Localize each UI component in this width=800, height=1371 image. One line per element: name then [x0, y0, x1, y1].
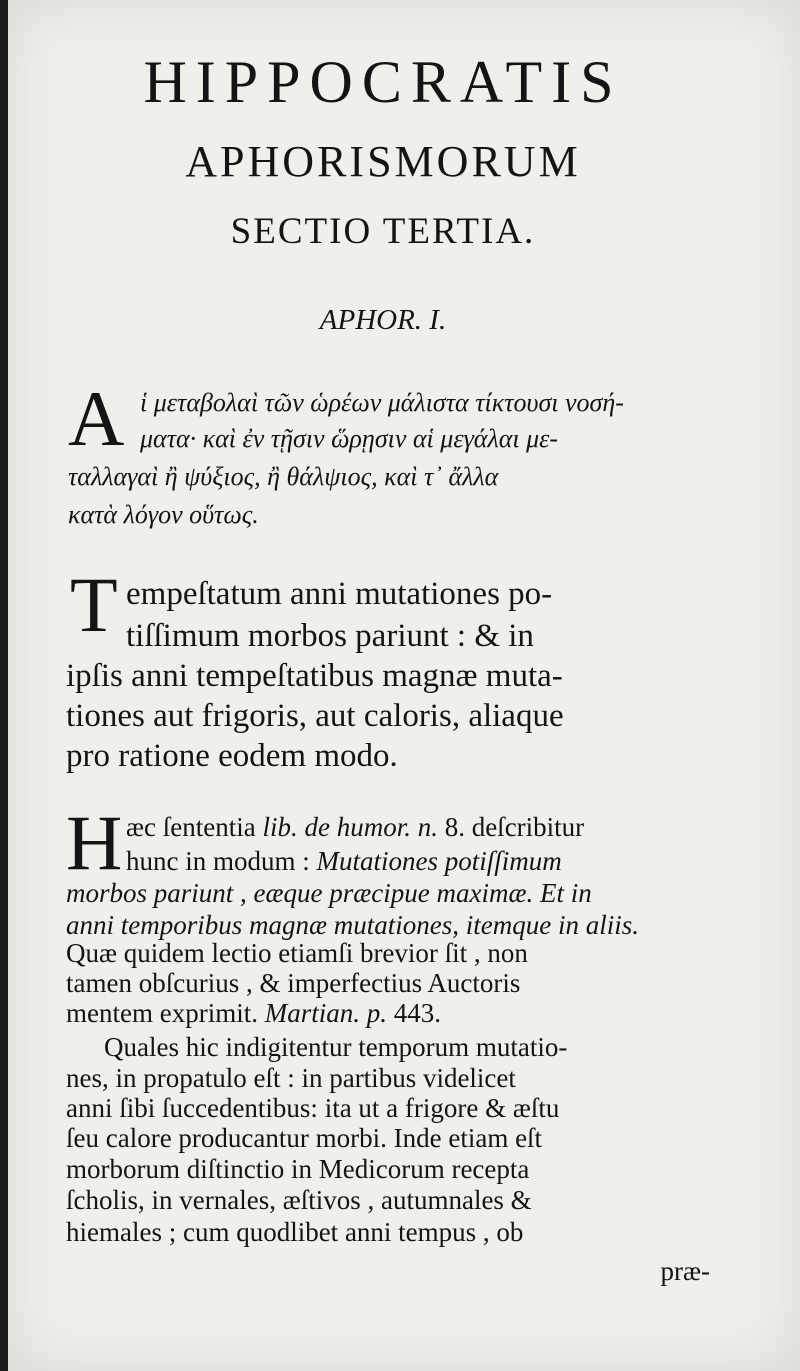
commentary-para2-line: morborum diſtinctio in Medicorum recepta	[66, 1154, 530, 1184]
commentary-citation: Martian. p.	[264, 998, 387, 1028]
greek-line: κατὰ λόγον οὕτως.	[68, 500, 259, 529]
commentary-citation: lib. de humor. n.	[262, 812, 438, 842]
commentary-text: 8. deſcribitur	[437, 812, 585, 842]
commentary-para2-line: anni ſibi ſuccedentibus: ita ut a frigore & æſtu	[66, 1093, 560, 1123]
greek-line: ταλλαγαὶ ἢ ψύξιος, ἢ θάλψιος, καὶ τ᾽ ἄλλα	[68, 462, 499, 491]
commentary-para2-line: Quales hic indigitentur temporum mutatio-	[104, 1032, 568, 1062]
commentary-quote: Mutationes potiſſimum	[316, 846, 562, 876]
commentary-line: anni temporibus magnæ mutationes, itemque in aliis.	[66, 910, 639, 940]
greek-line: ματα· καὶ ἐν τῇσιν ὥρῃσιν αἱ μεγάλαι με-	[140, 424, 559, 453]
greek-drop-initial: A	[68, 375, 125, 462]
book-page	[8, 0, 800, 1371]
title-work: APHORISMORUM	[185, 137, 581, 186]
commentary-text: æc ſententia	[126, 812, 263, 842]
commentary-line	[126, 814, 584, 841]
catchword: præ-	[660, 1256, 710, 1286]
latin-drop-initial: T	[70, 561, 118, 648]
commentary-line	[66, 1000, 441, 1027]
commentary-para2-line: hiemales ; cum quodlibet anni tempus , ob	[66, 1217, 524, 1247]
latin-line: pro ratione eodem modo.	[66, 738, 398, 774]
commentary-text: 443.	[386, 998, 441, 1028]
commentary-line: morbos pariunt , eæque præcipue maximæ. Et in	[66, 878, 592, 908]
greek-line: ἱ μεταβολαὶ τῶν ὡρέων μάλιστα τίκτουσι νοσή-	[140, 388, 624, 417]
latin-line: empeſtatum anni mutationes po-	[126, 576, 553, 612]
title-author: HIPPOCRATIS	[143, 49, 623, 115]
latin-line: ipſis anni tempeſtatibus magnæ muta-	[66, 658, 563, 694]
commentary-line: Quæ quidem lectio etiamſi brevior ſit , non	[66, 938, 528, 968]
title-section: SECTIO TERTIA.	[230, 211, 536, 252]
latin-line: tiſſimum morbos pariunt : & in	[126, 618, 534, 654]
commentary-line: tamen obſcurius , & imperfectius Auctoris	[66, 968, 521, 998]
commentary-line	[126, 848, 562, 875]
commentary-text: hunc in modum :	[126, 846, 317, 876]
commentary-para2-line: ſeu calore producantur morbi. Inde etiam eſt	[66, 1123, 543, 1153]
commentary-para2-line: nes, in propatulo eſt : in partibus videlicet	[66, 1063, 516, 1093]
commentary-para2-line: ſcholis, in vernales, æſtivos , autumnales &	[66, 1185, 532, 1215]
latin-line: tiones aut frigoris, aut caloris, aliaque	[66, 698, 564, 734]
aphorism-heading: APHOR. I.	[319, 304, 447, 336]
commentary-text: mentem exprimit.	[66, 998, 265, 1028]
commentary-drop-initial: H	[66, 799, 123, 886]
